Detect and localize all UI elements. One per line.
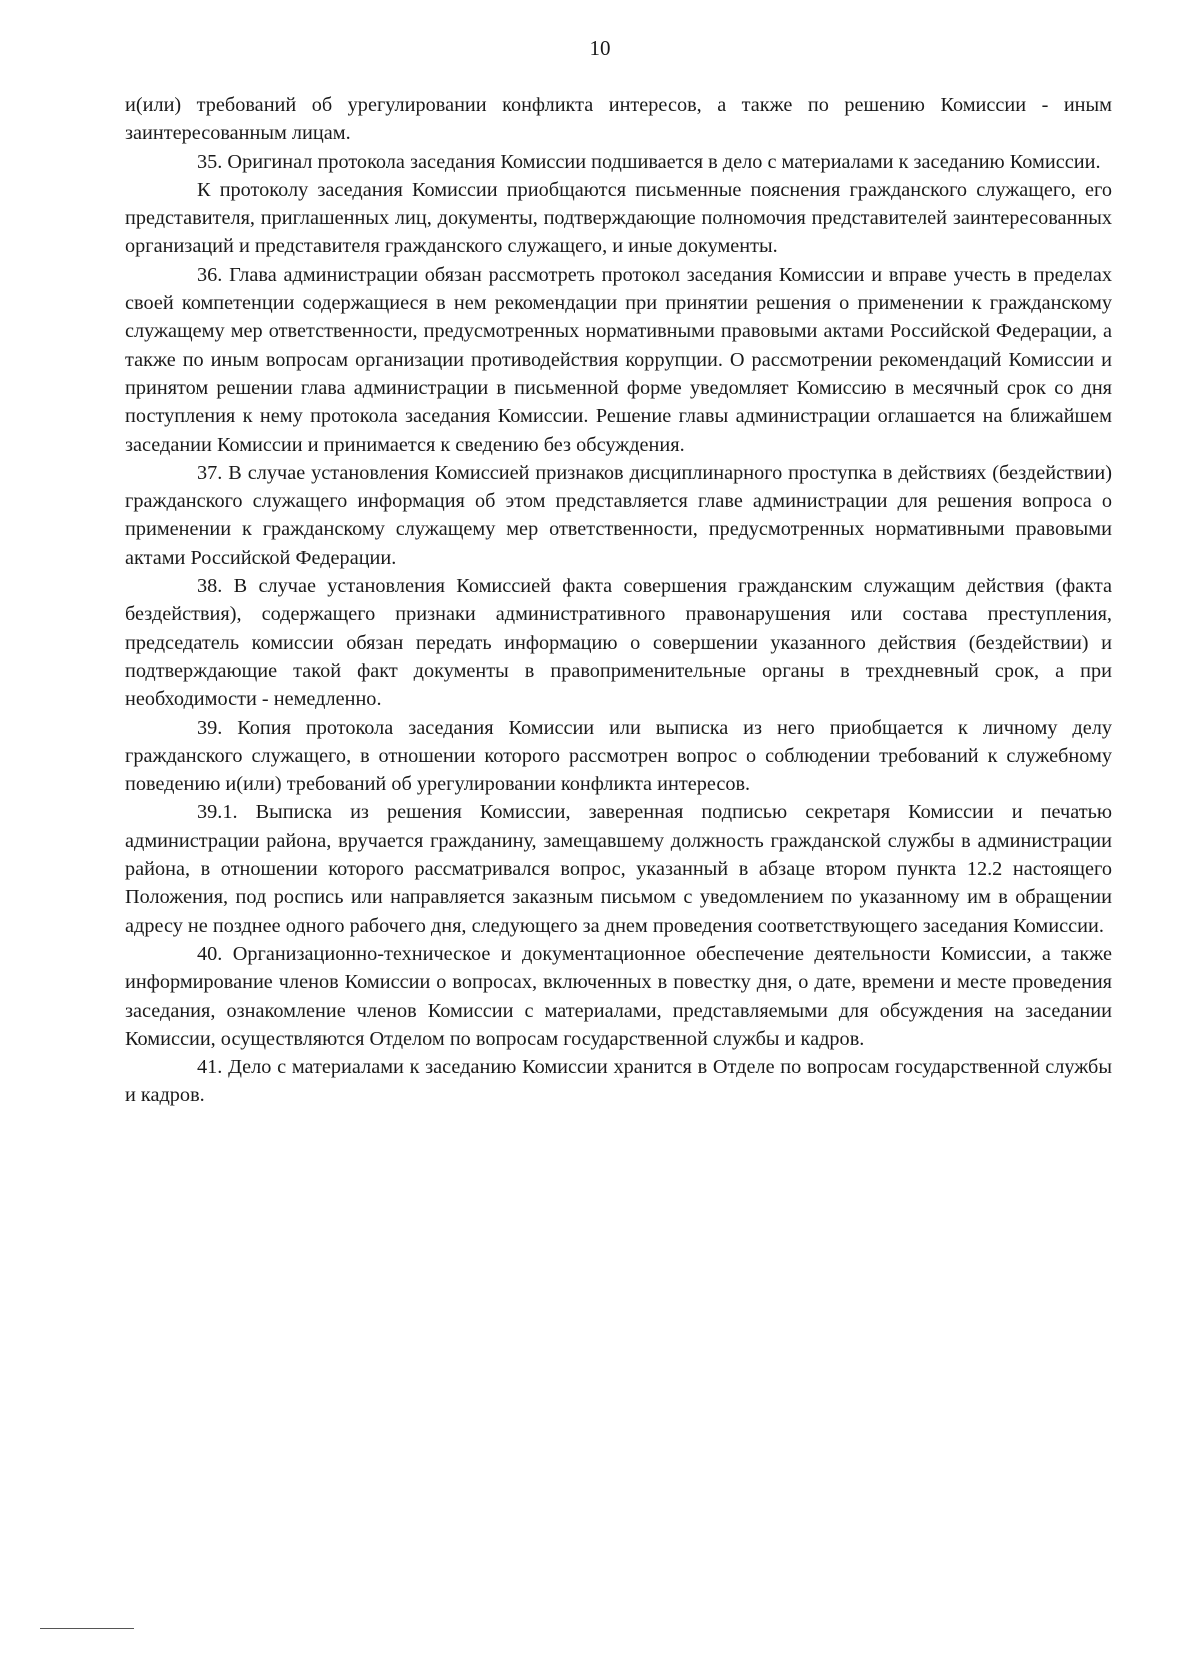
page-number: 10 — [589, 36, 611, 60]
paragraph-35: 35. Оригинал протокола заседания Комиссии подшивается в дело с материалами к заседанию Комиссии. — [197, 150, 1101, 173]
paragraph-41: 41. Дело с материалами к заседанию Комиссии хранится в Отделе по вопросам государственной службы и кадров. — [125, 1056, 1112, 1107]
document-body — [125, 91, 1112, 1110]
paragraph-37: 37. В случае установления Комиссией признаков дисциплинарного проступка в действиях (бездействии) гражданского служащего информация об этом представляется главе администрации для решения вопроса о применении к гражданскому служащему мер ответственности, предусмотренных нормативными правовыми актами Российской Федерации. — [125, 461, 1112, 569]
paragraph-39: 39. Копия протокола заседания Комиссии или выписка из него приобщается к личному делу гражданского служащего, в отношении которого рассмотрен вопрос о соблюдении требований к служебному поведению и(или) требований об урегулировании конфликта интересов. — [125, 716, 1112, 796]
paragraph-38: 38. В случае установления Комиссией факта совершения гражданским служащим действия (факта бездействия), содержащего признаки административного правонарушения или состава преступления, председатель комиссии обязан передать информацию о совершении указанного действия (бездействии) и подтверждающие такой факт документы в правоприменительные органы в трехдневный срок, а при необходимости - немедленно. — [125, 575, 1112, 711]
paragraph-35-attachments: К протоколу заседания Комиссии приобщаются письменные пояснения гражданского служащего, его представителя, приглашенных лиц, документы, подтверждающие полномочия представителей заинтересованных организаций и представителя гражданского служащего, и иные документы. — [125, 178, 1112, 258]
paragraph-continuation: и(или) требований об урегулировании конфликта интересов, а также по решению Комиссии - иным заинтересованным лицам. — [125, 94, 1112, 145]
footer-divider — [40, 1628, 134, 1629]
paragraph-40: 40. Организационно-техническое и документационное обеспечение деятельности Комиссии, а также информирование членов Комиссии о вопросах, включенных в повестку дня, о дате, времени и месте проведения заседания, ознакомление членов Комиссии с материалами, представляемыми для обсуждения на заседании Комиссии, осуществляются Отделом по вопросам государственной службы и кадров. — [125, 942, 1112, 1050]
paragraph-36: 36. Глава администрации обязан рассмотреть протокол заседания Комиссии и вправе учесть в пределах своей компетенции содержащиеся в нем рекомендации при принятии решения о применении к гражданскому служащему мер ответственности, предусмотренных нормативными правовыми актами Российской Федерации, а также по иным вопросам организации противодействия коррупции. О рассмотрении рекомендаций Комиссии и принятом решении глава администрации в письменной форме уведомляет Комиссию в месячный срок со дня поступления к нему протокола заседания Комиссии. Решение главы администрации оглашается на ближайшем заседании Комиссии и принимается к сведению без обсуждения. — [125, 263, 1112, 456]
paragraph-39-1: 39.1. Выписка из решения Комиссии, заверенная подписью секретаря Комиссии и печатью администрации района, вручается гражданину, замещавшему должность гражданской службы в администрации района, в отношении которого рассматривался вопрос, указанный в абзаце втором пункта 12.2 настоящего Положения, под роспись или направляется заказным письмом с уведомлением по указанному им в обращении адресу не позднее одного рабочего дня, следующего за днем проведения соответствующего заседания Комиссии. — [125, 801, 1112, 937]
